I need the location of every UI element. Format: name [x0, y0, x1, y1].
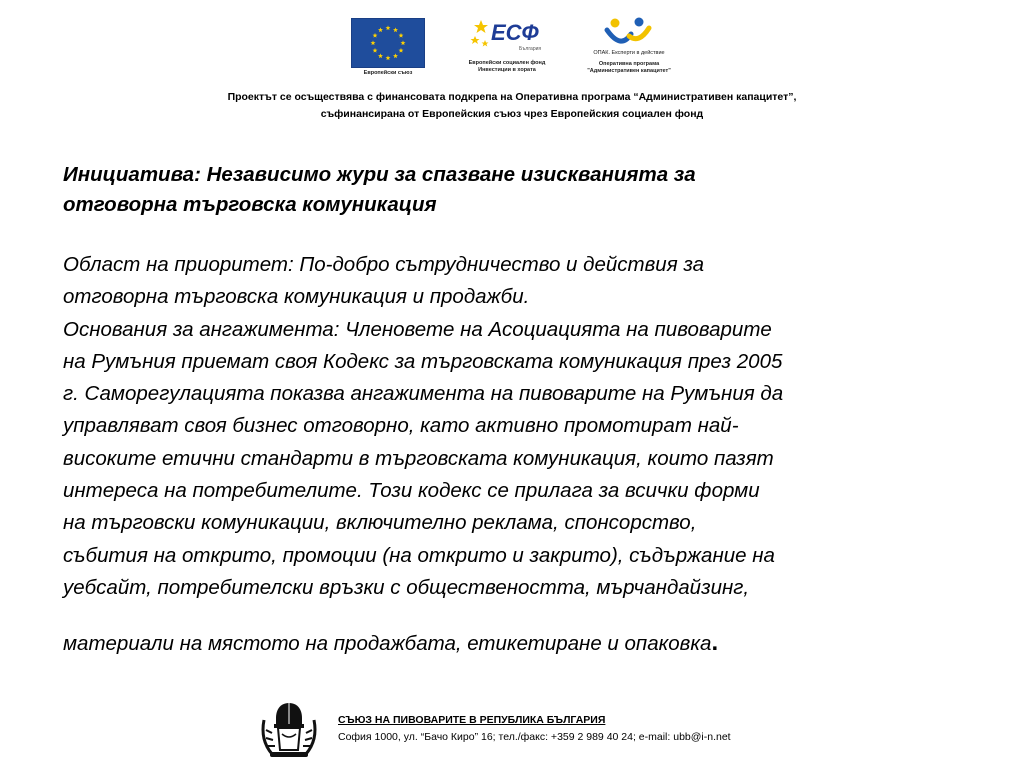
esf-logo-icon	[467, 14, 547, 60]
main-content	[63, 160, 973, 661]
body-last-dot: .	[711, 629, 719, 657]
initiative-title-line-1: Инициатива: Независимо жури за спазване изискванията за	[63, 163, 696, 186]
footer-org-name: СЪЮЗ НА ПИВОВАРИТЕ В РЕПУБЛИКА БЪЛГАРИЯ	[338, 714, 606, 726]
esf-mark-text: ЕСФ	[491, 20, 539, 45]
funding-line-2: съфинансирана от Европейския съюз чрез Европейския социален фонд	[320, 108, 704, 120]
body-line: Област на приоритет: По-добро сътрудничество и действия за	[63, 253, 705, 276]
esf-caption-2: Инвестиции в хората	[478, 67, 536, 73]
body-last-line-text: материали на мястото на продажбата, етикетиране и опаковка	[63, 632, 712, 656]
esf-sub-text: България	[519, 46, 542, 52]
eu-flag-icon	[351, 18, 425, 68]
footer-contact: София 1000, ул. “Бачо Киро” 16; тел./факс: +359 2 989 40 24; e-mail: ubb@i-n.net	[338, 731, 731, 743]
body-line: г. Саморегулацията показва ангажимента на пивоварите на Румъния да	[63, 382, 784, 406]
eu-logo	[350, 18, 426, 77]
opak-logo-icon	[599, 16, 659, 50]
footer	[258, 700, 858, 760]
esf-logo	[466, 14, 548, 74]
opak-caption-3: "Административен капацитет"	[587, 68, 671, 74]
body-line: Основания за ангажимента: Членовете на Асоциацията на пивоварите	[63, 317, 772, 341]
opak-caption-2: Оперативна програма	[598, 61, 660, 67]
footer-text	[338, 712, 731, 746]
body-line: отговорна търговска комуникация и продажби.	[63, 285, 530, 309]
body-line: високите етични стандарти в търговската комуникация, които пазят	[63, 446, 774, 470]
eu-caption: Европейски съюз	[363, 70, 413, 76]
body-paragraph	[63, 249, 973, 604]
esf-caption-1: Европейски социален фонд	[468, 60, 546, 66]
funding-line-1: Проектът се осъществява с финансовата подкрепа на Оперативна програма “Административен капацитет”,	[227, 91, 797, 103]
initiative-title-line-2: отговорна търговска комуникация	[63, 193, 437, 216]
body-line: интереса на потребителите. Този кодекс се прилага за всички форми	[63, 479, 760, 503]
funding-statement	[0, 89, 1024, 123]
body-last-line	[63, 627, 973, 660]
body-line: уебсайт, потребителски връзки с обществеността, мърчандайзинг,	[63, 575, 750, 599]
body-line: управляват своя бизнес отговорно, като активно промотират най-	[63, 414, 739, 438]
logo-strip	[0, 14, 1024, 84]
brewers-union-emblem-icon	[258, 700, 320, 760]
body-line: събития на открито, промоции (на открито и закрито), съдържание на	[63, 543, 775, 567]
body-line: на Румъния приемат своя Кодекс за търговската комуникация през 2005	[63, 349, 783, 373]
opak-caption-1: ОПАК. Експерти в действие	[593, 50, 665, 56]
opak-logo	[580, 16, 678, 75]
body-line: на търговски комуникации, включително реклама, спонсорство,	[63, 511, 697, 535]
